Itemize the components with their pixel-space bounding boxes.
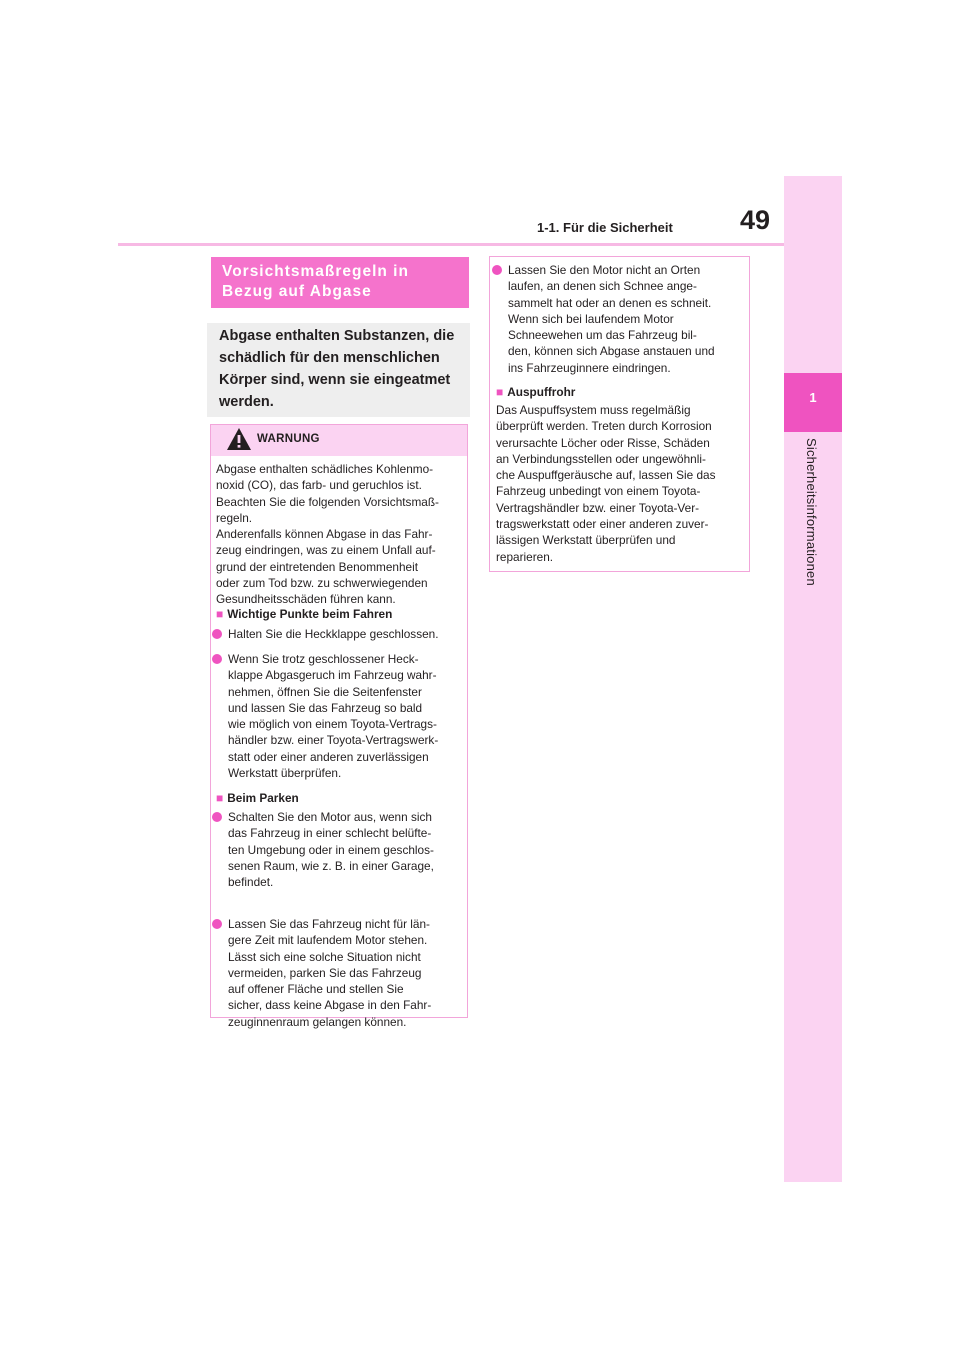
section-heading-label: Wichtige Punkte beim Fahren xyxy=(227,607,393,621)
text-line: Fahrzeug unbedingt von einem Toyota- xyxy=(496,484,701,499)
bullet-text xyxy=(228,916,431,1030)
text-line: Anderenfalls können Abgase in das Fahr- xyxy=(216,527,433,542)
text-line: zeuginnenraum gelangen können. xyxy=(228,1014,407,1029)
side-tab-label: Sicherheitsinformationen xyxy=(804,438,819,586)
intro-text xyxy=(219,325,464,413)
square-marker-icon: ■ xyxy=(216,791,224,805)
intro-line: Körper sind, wenn sie eingeatmet xyxy=(219,372,451,388)
text-line: noxid (CO), das farb- und geruchlos ist. xyxy=(216,478,422,493)
text-line: Das Auspuffsystem muss regelmäßig xyxy=(496,403,691,417)
side-tab-strip xyxy=(784,176,842,1182)
text-line: senen Raum, wie z. B. in einer Garage, xyxy=(228,858,434,873)
text-line: Lassen Sie das Fahrzeug nicht für län- xyxy=(228,917,430,931)
text-line: an Verbindungsstellen oder ungewöhnli- xyxy=(496,451,706,466)
text-line: Wenn Sie trotz geschlossener Heck- xyxy=(228,652,419,666)
text-line: Wenn sich bei laufendem Motor xyxy=(508,311,674,326)
text-line: den, können sich Abgase anstauen und xyxy=(508,344,715,359)
square-marker-icon: ■ xyxy=(496,385,504,399)
text-line: und lassen Sie das Fahrzeug so bald xyxy=(228,700,423,715)
section-heading xyxy=(222,262,462,302)
section-heading-label: Beim Parken xyxy=(227,791,299,805)
text-line: oder zum Tod bzw. zu schwerwiegenden xyxy=(216,576,428,591)
bullet-dot-icon xyxy=(492,265,502,275)
text-line: wie möglich von einem Toyota-Vertrags- xyxy=(228,717,437,732)
bullet-dot-icon xyxy=(212,812,222,822)
warning-title: WARNUNG xyxy=(257,433,320,445)
text-line: lässigen Werkstatt überprüfen und xyxy=(496,533,676,548)
bullet-dot-icon xyxy=(212,629,222,639)
header-rule xyxy=(118,243,784,246)
warning-triangle-icon xyxy=(226,427,252,456)
bullet-dot-icon xyxy=(212,654,222,664)
bullet-text xyxy=(508,262,715,376)
text-line: Werkstatt überprüfen. xyxy=(228,766,342,781)
text-line: verursachte Löcher oder Risse, Schäden xyxy=(496,435,710,450)
exhaust-paragraph xyxy=(496,402,748,565)
text-line: ins Fahrzeuginnere eindringen. xyxy=(508,360,671,375)
text-line: statt oder einer anderen zuverlässigen xyxy=(228,749,429,764)
text-line: ten Umgebung oder in einem geschlos- xyxy=(228,842,434,857)
text-line: zeug eindringen, was zu einem Unfall auf- xyxy=(216,543,436,558)
text-line: Beachten Sie die folgenden Vorsichtsmaß- xyxy=(216,494,439,509)
section-heading-label: Auspuffrohr xyxy=(507,385,576,399)
text-line: gere Zeit mit laufendem Motor stehen. xyxy=(228,933,428,948)
text-line: auf offener Fläche und stellen Sie xyxy=(228,982,404,997)
text-line: Schalten Sie den Motor aus, wenn sich xyxy=(228,810,432,824)
text-line: das Fahrzeug in einer schlecht belüfte- xyxy=(228,826,432,841)
text-line: Abgase enthalten schädliches Kohlenmo- xyxy=(216,462,434,476)
section-heading-parking xyxy=(216,790,299,806)
text-line: überprüft werden. Treten durch Korrosion xyxy=(496,419,712,434)
text-line: che Auspuffgeräusche auf, lassen Sie das xyxy=(496,468,716,483)
text-line: sicher, dass keine Abgase in den Fahr- xyxy=(228,998,432,1013)
text-line: tragswerkstatt oder einer anderen zuver- xyxy=(496,517,709,532)
side-tab-number: 1 xyxy=(809,390,817,405)
text-line: reparieren. xyxy=(496,549,554,564)
heading-line: Bezug auf Abgase xyxy=(222,283,372,300)
text-line: laufen, an denen sich Schnee ange- xyxy=(508,279,697,294)
text-line: händler bzw. einer Toyota-Vertragswerk- xyxy=(228,733,439,748)
section-title: 1-1. Für die Sicherheit xyxy=(537,220,673,235)
text-line: Halten Sie die Heckklappe geschlossen. xyxy=(228,627,439,641)
square-marker-icon: ■ xyxy=(216,607,224,621)
page-number: 49 xyxy=(740,205,771,235)
section-heading-driving xyxy=(216,606,392,622)
text-line: Lassen Sie den Motor nicht an Orten xyxy=(508,263,701,277)
text-line: grund der eintretenden Benommenheit xyxy=(216,559,418,574)
text-line: Schneewehen um das Fahrzeug bil- xyxy=(508,328,697,343)
text-line: befindet. xyxy=(228,875,274,890)
bullet-dot-icon xyxy=(212,919,222,929)
text-line: nehmen, öffnen Sie die Seitenfenster xyxy=(228,684,422,699)
text-line: Lässt sich eine solche Situation nicht xyxy=(228,949,421,964)
section-heading-exhaust xyxy=(496,384,575,400)
text-line: regeln. xyxy=(216,510,253,525)
text-line: klappe Abgasgeruch im Fahrzeug wahr- xyxy=(228,668,437,683)
text-line: Vertragshändler bzw. einer Toyota-Ver- xyxy=(496,500,700,515)
warning-intro xyxy=(216,461,466,608)
bullet-text xyxy=(228,809,434,890)
text-line: sammelt hat oder an denen es schneit. xyxy=(508,295,712,310)
heading-line: Vorsichtsmaßregeln in xyxy=(222,263,409,280)
intro-line: werden. xyxy=(219,394,274,410)
intro-line: schädlich für den menschlichen xyxy=(219,350,440,366)
bullet-text xyxy=(228,651,438,781)
intro-line: Abgase enthalten Substanzen, die xyxy=(219,328,455,344)
text-line: Gesundheitsschäden führen kann. xyxy=(216,592,396,607)
text-line: vermeiden, parken Sie das Fahrzeug xyxy=(228,965,422,980)
bullet-text xyxy=(228,626,439,642)
